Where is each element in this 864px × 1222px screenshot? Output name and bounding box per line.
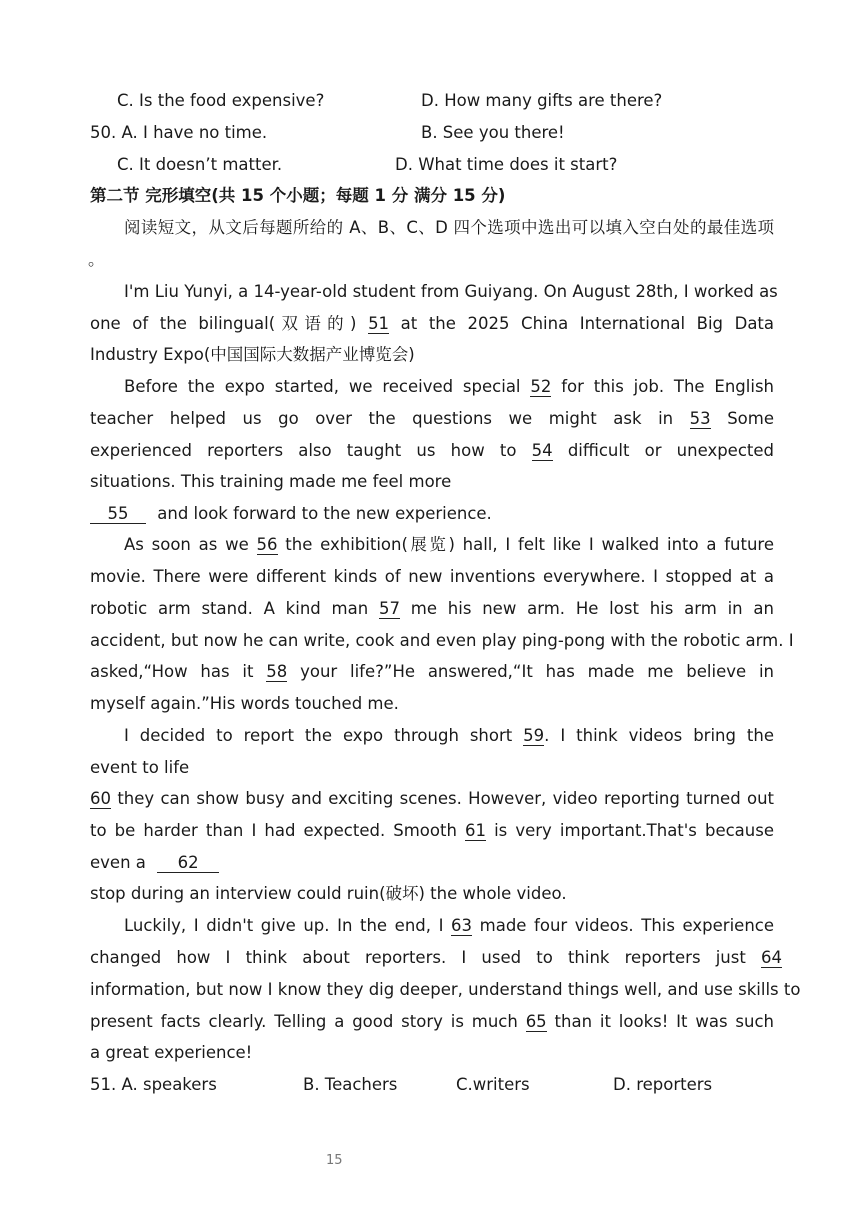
blank-61[interactable]: 61 — [465, 821, 487, 840]
passage-line: movie. There were different kinds of new inventions everywhere. I stopped at a — [90, 567, 774, 586]
blank-62[interactable]: 62 — [157, 854, 219, 873]
passage-line — [90, 948, 782, 968]
passage-line — [90, 599, 774, 619]
passage-line — [90, 662, 774, 682]
blank-65[interactable]: 65 — [525, 1012, 547, 1031]
passage-text: me his new arm. He lost his arm in an — [410, 599, 774, 618]
q50-option-d: D. What time does it start? — [395, 155, 618, 174]
passage-line: situations. This training made me feel more — [90, 472, 452, 491]
blank-57[interactable]: 57 — [378, 599, 400, 618]
passage-line — [90, 314, 774, 334]
passage-line — [124, 726, 774, 746]
blank-54[interactable]: 54 — [531, 441, 553, 460]
passage-line — [90, 789, 774, 809]
q51-option-a: 51. A. speakers — [90, 1075, 217, 1094]
passage-text: is very important.That's because — [494, 821, 774, 840]
passage-text: made four videos. This experience — [479, 916, 775, 935]
blank-58[interactable]: 58 — [266, 662, 288, 681]
passage-line — [124, 377, 774, 397]
section-instruction-end: 。 — [88, 250, 105, 269]
blank-51[interactable]: 51 — [368, 314, 390, 333]
passage-line — [90, 821, 774, 841]
passage-text: than it looks! It was such — [554, 1012, 775, 1031]
passage-text: robotic arm stand. A kind man — [90, 599, 369, 618]
q51-option-b: B. Teachers — [303, 1075, 398, 1094]
q49-option-d: D. How many gifts are there? — [421, 91, 663, 110]
passage-line: I'm Liu Yunyi, a 14-year-old student from Guiyang. On August 28th, I worked as — [124, 282, 778, 301]
passage-line: stop during an interview could ruin(破坏) the whole video. — [90, 884, 567, 903]
passage-line: a great experience! — [90, 1043, 253, 1062]
passage-line: information, but now I know they dig deeper, understand things well, and use skills to — [90, 980, 801, 999]
section-title: 第二节 完形填空(共 15 个小题；每题 1 分 满分 15 分) — [90, 186, 506, 205]
q51-option-c: C.writers — [456, 1075, 530, 1094]
passage-text: . I think videos bring the — [544, 726, 774, 745]
passage-text: present facts clearly. Telling a good story is much — [90, 1012, 518, 1031]
passage-text: at the 2025 China International Big Data — [400, 314, 775, 333]
passage-text: and look forward to the new experience. — [157, 504, 492, 523]
passage-line — [124, 916, 774, 936]
q50-option-a: 50. A. I have no time. — [90, 123, 268, 142]
passage-text: your life?”He answered,“It has made me believe in — [300, 662, 774, 681]
blank-64[interactable]: 64 — [761, 948, 782, 967]
passage-text: Before the expo started, we received special — [124, 377, 521, 396]
passage-text: Luckily, I didn't give up. In the end, I — [124, 916, 444, 935]
passage-text: teacher helped us go over the questions we might ask in — [90, 409, 674, 428]
blank-55[interactable]: 55 — [90, 505, 146, 524]
blank-52[interactable]: 52 — [530, 377, 552, 396]
q50-option-b: B. See you there! — [421, 123, 565, 142]
passage-text: experienced reporters also taught us how to — [90, 441, 517, 460]
passage-text: asked,“How has it — [90, 662, 254, 681]
q49-option-c: C. Is the food expensive? — [117, 91, 325, 110]
blank-53[interactable]: 53 — [689, 409, 711, 428]
blank-59[interactable]: 59 — [523, 726, 545, 745]
passage-line — [90, 853, 219, 873]
passage-line — [90, 1012, 774, 1032]
passage-line: myself again.”His words touched me. — [90, 694, 399, 713]
passage-text: changed how I think about reporters. I used to think reporters just — [90, 948, 746, 967]
passage-text: difficult or unexpected — [567, 441, 774, 460]
q50-option-c: C. It doesn’t matter. — [117, 155, 283, 174]
blank-56[interactable]: 56 — [256, 535, 278, 554]
passage-text: Some — [727, 409, 774, 428]
q51-option-d: D. reporters — [613, 1075, 713, 1094]
passage-text: even a — [90, 853, 146, 872]
passage-text: I decided to report the expo through short — [124, 726, 513, 745]
blank-63[interactable]: 63 — [451, 916, 473, 935]
passage-line: event to life — [90, 758, 190, 777]
page-number: 15 — [326, 1153, 343, 1168]
passage-text: for this job. The English — [561, 377, 774, 396]
passage-text: one of the bilingual(双语的) — [90, 314, 357, 333]
blank-60[interactable]: 60 — [90, 789, 111, 808]
passage-text: As soon as we — [124, 535, 249, 554]
passage-text: they can show busy and exciting scenes. However, video reporting turned out — [117, 789, 774, 808]
passage-text: the exhibition(展览) hall, I felt like I walked into a future — [285, 535, 775, 554]
passage-line — [90, 409, 774, 429]
passage-line — [90, 504, 492, 524]
passage-line: accident, but now he can write, cook and even play ping-pong with the robotic arm. I — [90, 631, 794, 650]
passage-line — [124, 535, 774, 555]
passage-text: to be harder than I had expected. Smooth — [90, 821, 457, 840]
section-instruction: 阅读短文，从文后每题所给的 A、B、C、D 四个选项中选出可以填入空白处的最佳选项 — [124, 218, 774, 237]
passage-line: Industry Expo(中国国际大数据产业博览会) — [90, 345, 415, 364]
passage-line — [90, 441, 774, 461]
